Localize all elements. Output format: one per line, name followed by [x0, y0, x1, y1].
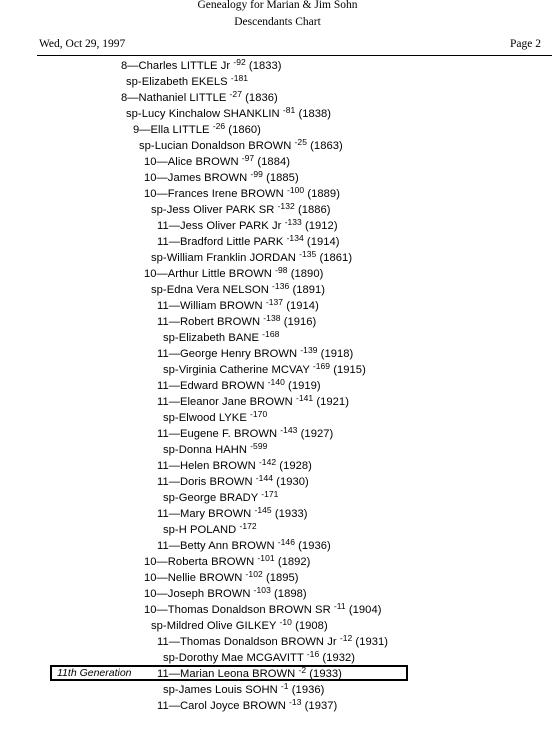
- entry-ref: -142: [258, 457, 277, 467]
- descendant-entry: [144, 187, 340, 201]
- entry-year: (1863): [310, 140, 343, 152]
- entry-year: (1927): [300, 428, 334, 440]
- descendant-entry: [157, 219, 338, 233]
- document-title: Genealogy for Marian & Jim Sohn: [197, 0, 358, 11]
- entry-prefix: 8—: [121, 92, 139, 104]
- spouse-entry: [163, 491, 278, 505]
- spouse-entry: [163, 523, 257, 537]
- entry-prefix: 10—: [144, 172, 168, 184]
- entry-ref: -100: [286, 185, 305, 195]
- entry-name: William BROWN: [179, 300, 263, 312]
- descendant-entry: [121, 91, 278, 105]
- entry-year: (1838): [298, 108, 332, 120]
- entry-year: (1919): [288, 380, 321, 392]
- descendant-entry: [121, 59, 282, 73]
- entry-ref: -98: [275, 265, 288, 275]
- entry-year: (1912): [304, 220, 338, 232]
- entry-ref: -138: [263, 313, 281, 323]
- entry-ref: -26: [212, 121, 226, 131]
- entry-name: Elizabeth EKELS: [141, 76, 228, 88]
- entry-prefix: sp-: [139, 140, 155, 152]
- entry-ref: -168: [262, 329, 280, 339]
- spouse-entry: [163, 651, 355, 665]
- entry-prefix: sp-: [151, 252, 167, 264]
- entry-prefix: 10—: [144, 556, 168, 568]
- spouse-entry: [139, 139, 343, 153]
- entry-year: (1933): [309, 668, 342, 680]
- entry-prefix: 11—: [157, 668, 180, 680]
- entry-name: Frances Irene BROWN: [167, 188, 284, 200]
- entry-ref: -132: [277, 201, 295, 211]
- entry-name: Nathaniel LITTLE: [138, 92, 227, 104]
- entry-prefix: 10—: [144, 268, 168, 280]
- entry-prefix: 11—: [157, 476, 180, 488]
- spouse-entry: [163, 363, 366, 377]
- entry-prefix: sp-: [163, 492, 179, 504]
- entry-ref: -136: [272, 281, 290, 291]
- entry-name: Elizabeth BANE: [178, 332, 259, 344]
- entry-name: Donna HAHN: [178, 444, 247, 456]
- descendant-entry: [157, 379, 321, 393]
- entry-year: (1915): [333, 364, 366, 376]
- entry-name: Elwood LYKE: [178, 412, 247, 424]
- entry-year: (1833): [248, 60, 282, 72]
- entry-name: Lucian Donaldson BROWN: [154, 140, 292, 152]
- entry-ref: -133: [284, 217, 302, 227]
- entry-prefix: 10—: [144, 188, 168, 200]
- entry-ref: -11: [333, 601, 346, 611]
- entry-prefix: sp-: [163, 332, 179, 344]
- entry-year: (1914): [306, 236, 340, 248]
- descendant-entry: [157, 315, 316, 329]
- entry-prefix: 11—: [157, 220, 180, 232]
- spouse-entry: [151, 619, 328, 633]
- entry-prefix: 11—: [157, 380, 180, 392]
- entry-prefix: sp-: [163, 524, 179, 536]
- entry-ref: -135: [299, 249, 317, 259]
- entry-year: (1936): [291, 684, 325, 696]
- descendant-entry: [157, 475, 309, 489]
- entry-year: (1930): [276, 476, 309, 488]
- entry-ref: -97: [241, 153, 255, 163]
- descendant-entry: [157, 347, 353, 361]
- entry-ref: -134: [286, 233, 304, 243]
- descendant-entry: [144, 603, 382, 617]
- entry-prefix: 11—: [157, 300, 180, 312]
- entry-prefix: 9—: [133, 124, 151, 136]
- entry-prefix: 11—: [157, 236, 180, 248]
- entry-ref: -145: [254, 505, 272, 515]
- entry-ref: -1: [280, 681, 289, 691]
- entry-ref: -139: [300, 345, 318, 355]
- entry-ref: -599: [250, 441, 268, 451]
- entry-ref: -13: [289, 697, 302, 707]
- spouse-entry: [151, 203, 331, 217]
- entry-name: James Louis SOHN: [178, 684, 278, 696]
- entry-ref: -92: [233, 57, 246, 67]
- entry-name: George Henry BROWN: [179, 348, 298, 360]
- entry-name: Ella LITTLE: [150, 124, 210, 136]
- entry-ref: -169: [312, 361, 331, 371]
- entry-name: Mary BROWN: [179, 508, 252, 520]
- spouse-entry: [163, 443, 267, 457]
- entry-name: William Franklin JORDAN: [166, 252, 296, 264]
- entry-prefix: sp-: [163, 444, 179, 456]
- entry-ref: -99: [250, 169, 263, 179]
- entry-name: Marian Leona BROWN: [179, 668, 296, 680]
- entry-ref: -102: [245, 569, 263, 579]
- entry-name: Robert BROWN: [179, 316, 261, 328]
- entry-prefix: sp-: [163, 652, 179, 664]
- entry-ref: -146: [277, 537, 295, 547]
- entry-prefix: sp-: [163, 364, 179, 376]
- entry-year: (1932): [322, 652, 356, 664]
- entry-name: Helen BROWN: [179, 460, 256, 472]
- spouse-entry: [163, 683, 324, 697]
- entry-name: Edward BROWN: [179, 380, 265, 392]
- entry-year: (1916): [283, 316, 317, 328]
- descendant-entry: [157, 507, 308, 521]
- entry-prefix: 10—: [144, 572, 168, 584]
- spouse-entry: [163, 411, 267, 425]
- entry-year: (1937): [304, 700, 338, 712]
- entry-ref: -140: [267, 377, 285, 387]
- entry-prefix: 10—: [144, 156, 168, 168]
- entry-year: (1861): [319, 252, 353, 264]
- spouse-entry: [151, 251, 352, 265]
- entry-year: (1918): [320, 348, 354, 360]
- entry-name: George BRADY: [178, 492, 259, 504]
- entry-ref: -25: [294, 137, 307, 147]
- entry-name: Roberta BROWN: [167, 556, 255, 568]
- entry-name: Bradford Little PARK: [179, 236, 284, 248]
- spouse-entry: [126, 75, 248, 89]
- entry-prefix: 11—: [157, 460, 180, 472]
- entry-name: Betty Ann BROWN: [179, 540, 275, 552]
- entry-year: (1891): [292, 284, 326, 296]
- descendant-entry: [157, 395, 349, 409]
- document-subtitle: Descendants Chart: [234, 16, 321, 28]
- entry-ref: -27: [229, 89, 242, 99]
- entry-name: Eleanor Jane BROWN: [179, 396, 293, 408]
- entry-prefix: sp-: [151, 620, 167, 632]
- entry-prefix: 11—: [157, 508, 180, 520]
- entry-year: (1836): [245, 92, 278, 104]
- entry-prefix: sp-: [151, 204, 167, 216]
- entry-name: Jess Oliver PARK SR: [166, 204, 275, 216]
- entry-prefix: sp-: [163, 684, 179, 696]
- entry-ref: -101: [257, 553, 275, 563]
- entry-ref: -144: [255, 473, 273, 483]
- descendant-entry: [157, 459, 312, 473]
- entry-name: Dorothy Mae MCGAVITT: [178, 652, 304, 664]
- entry-year: (1931): [355, 636, 389, 648]
- descendant-entry: [144, 155, 290, 169]
- entry-ref: -12: [339, 633, 353, 643]
- entry-year: (1895): [265, 572, 299, 584]
- descendant-entry: [144, 555, 310, 569]
- entry-ref: -141: [295, 393, 314, 403]
- entry-prefix: 11—: [157, 348, 180, 360]
- entry-year: (1933): [274, 508, 308, 520]
- entry-name: Carol Joyce BROWN: [179, 700, 286, 712]
- print-date: Wed, Oct 29, 1997: [39, 38, 126, 50]
- entry-name: Alice BROWN: [167, 156, 239, 168]
- entry-year: (1908): [295, 620, 328, 632]
- entry-name: Thomas Donaldson BROWN Jr: [179, 636, 337, 648]
- entry-name: Thomas Donaldson BROWN SR: [167, 604, 331, 616]
- entry-year: (1898): [274, 588, 307, 600]
- entry-prefix: 11—: [157, 636, 180, 648]
- entry-ref: -16: [306, 649, 320, 659]
- entry-prefix: 11—: [157, 700, 180, 712]
- entry-name: Mildred Olive GILKEY: [166, 620, 277, 632]
- entry-prefix: sp-: [126, 108, 142, 120]
- entry-prefix: sp-: [126, 76, 142, 88]
- entry-year: (1890): [290, 268, 324, 280]
- entry-prefix: 8—: [121, 60, 139, 72]
- entry-prefix: 11—: [157, 316, 180, 328]
- entry-name: Doris BROWN: [179, 476, 253, 488]
- entry-name: James BROWN: [167, 172, 248, 184]
- descendant-entry: [133, 123, 261, 137]
- entry-year: (1936): [298, 540, 331, 552]
- entry-ref: -137: [265, 297, 284, 307]
- entry-prefix: 10—: [144, 604, 168, 616]
- entry-ref: -143: [280, 425, 298, 435]
- entry-ref: -10: [279, 617, 292, 627]
- entry-ref: -170: [250, 409, 268, 419]
- entry-prefix: 10—: [144, 588, 168, 600]
- descendant-entry: [144, 571, 299, 585]
- header-rule: [37, 55, 552, 56]
- entry-ref: -171: [261, 489, 279, 499]
- entry-year: (1914): [286, 300, 319, 312]
- entry-name: Charles LITTLE Jr: [138, 60, 231, 72]
- entry-name: Joseph BROWN: [167, 588, 251, 600]
- descendant-entry: [157, 699, 337, 713]
- descendant-entry: [157, 427, 333, 441]
- entry-year: (1928): [279, 460, 312, 472]
- entry-name: Lucy Kinchalow SHANKLIN: [141, 108, 280, 120]
- entry-ref: -181: [230, 73, 249, 83]
- entry-name: Jess Oliver PARK Jr: [179, 220, 282, 232]
- entry-ref: -103: [253, 585, 271, 595]
- entry-year: (1904): [348, 604, 382, 616]
- descendant-entry: [157, 299, 319, 313]
- descendant-entry: [144, 171, 299, 185]
- entry-ref: -81: [282, 105, 296, 115]
- entry-year: (1886): [297, 204, 331, 216]
- entry-year: (1889): [307, 188, 340, 200]
- entry-year: (1892): [277, 556, 311, 568]
- descendant-entry: [157, 539, 331, 553]
- descendant-entry: [144, 267, 323, 281]
- entry-year: (1884): [257, 156, 291, 168]
- entry-prefix: sp-: [163, 412, 179, 424]
- spouse-entry: [126, 107, 331, 121]
- entry-name: H POLAND: [178, 524, 237, 536]
- entry-name: Nellie BROWN: [167, 572, 243, 584]
- entry-year: (1860): [228, 124, 261, 136]
- spouse-entry: [151, 283, 325, 297]
- entry-ref: -2: [298, 665, 307, 675]
- entry-ref: -172: [239, 521, 257, 531]
- page-number: Page 2: [510, 38, 541, 50]
- entry-prefix: sp-: [151, 284, 167, 296]
- entry-year: (1921): [316, 396, 349, 408]
- entry-name: Eugene F. BROWN: [179, 428, 278, 440]
- entry-prefix: 11—: [157, 540, 180, 552]
- generation-label: 11th Generation: [57, 667, 132, 679]
- descendant-entry: [157, 635, 388, 649]
- entry-prefix: 11—: [157, 396, 180, 408]
- entry-name: Virginia Catherine MCVAY: [178, 364, 310, 376]
- descendant-entry: [144, 587, 307, 601]
- entry-prefix: 11—: [157, 428, 180, 440]
- entry-name: Arthur Little BROWN: [167, 268, 272, 280]
- spouse-entry: [163, 331, 279, 345]
- entry-year: (1885): [266, 172, 299, 184]
- entry-name: Edna Vera NELSON: [166, 284, 269, 296]
- descendant-entry: [157, 235, 340, 249]
